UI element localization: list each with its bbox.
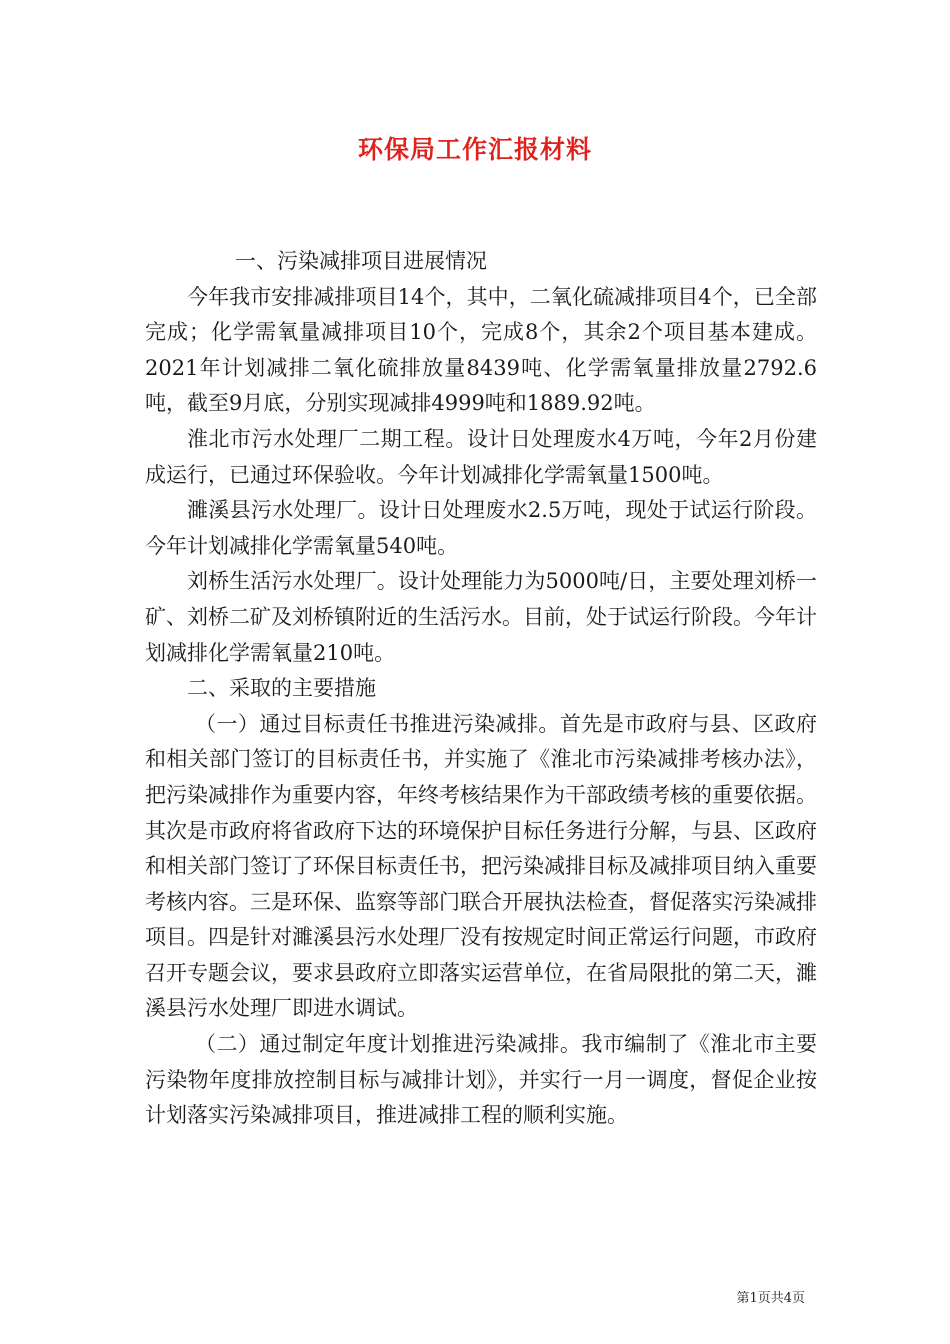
document-body [145, 244, 817, 1134]
paragraph-project-summary: 今年我市安排减排项目14个，其中，二氧化硫减排项目4个，已全部完成；化学需氧量减排项目10个，完成8个，其余2个项目基本建成。2021年计划减排二氧化硫排放量8439吨、化学需氧量排放量2792.6吨，截至9月底，分别实现减排4999吨和1889.92吨。 [145, 284, 817, 416]
document-title: 环保局工作汇报材料 [357, 135, 592, 164]
page-number: 第1页共4页 [736, 1291, 805, 1306]
section-heading-2: 二、采取的主要措施 [187, 676, 376, 701]
paragraph-measure-2: （二）通过制定年度计划推进污染减排。我市编制了《淮北市主要污染物年度排放控制目标与减排计划》，并实行一月一调度，督促企业按计划落实污染减排项目，推进减排工程的顺利实施。 [145, 1032, 817, 1128]
paragraph-measure-1: （一）通过目标责任书推进污染减排。首先是市政府与县、区政府和相关部门签订的目标责任书，并实施了《淮北市污染减排考核办法》，把污染减排作为重要内容，年终考核结果作为干部政绩考核的重要依据。其次是市政府将省政府下达的环境保护目标任务进行分解，与县、区政府和相关部门签订了环保目标责任书，把污染减排目标及减排项目纳入重要考核内容。三是环保、监察等部门联合开展执法检查，督促落实污染减排项目。四是针对濉溪县污水处理厂没有按规定时间正常运行问题，市政府召开专题会议，要求县政府立即落实运营单位，在省局限批的第二天，濉溪县污水处理厂即进水调试。 [145, 711, 817, 1021]
paragraph-suixi-plant: 濉溪县污水处理厂。设计日处理废水2.5万吨，现处于试运行阶段。今年计划减排化学需氧量540吨。 [145, 498, 817, 558]
section-heading-1: 一、污染减排项目进展情况 [235, 249, 487, 273]
paragraph-liuqiao-plant: 刘桥生活污水处理厂。设计处理能力为5000吨/日，主要处理刘桥一矿、刘桥二矿及刘桥镇附近的生活污水。目前，处于试运行阶段。今年计划减排化学需氧量210吨。 [145, 569, 817, 665]
paragraph-huaibei-plant: 淮北市污水处理厂二期工程。设计日处理废水4万吨，今年2月份建成运行，已通过环保验收。今年计划减排化学需氧量1500吨。 [145, 426, 817, 487]
